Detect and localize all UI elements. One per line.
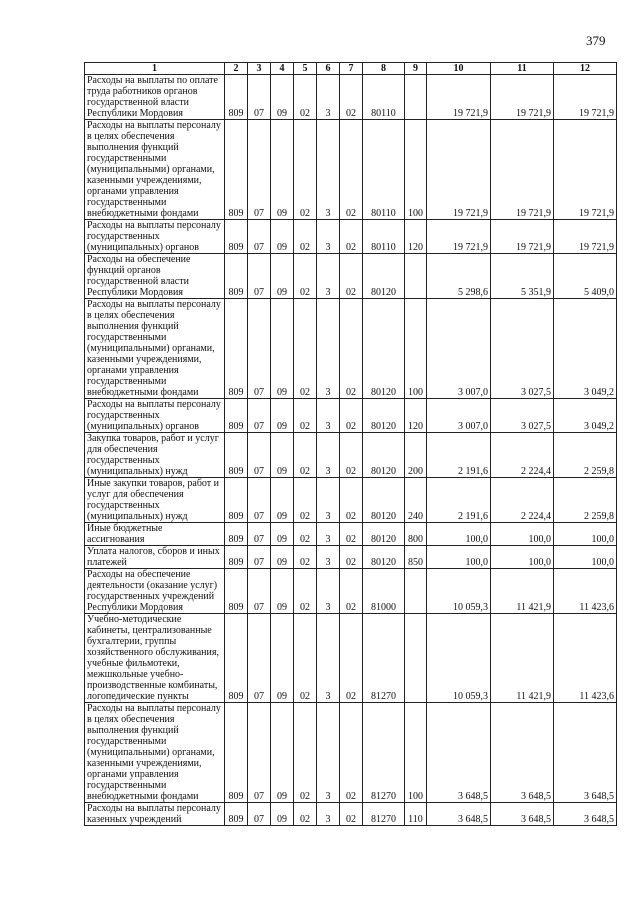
program-code: 02 <box>294 614 317 703</box>
amount-col-10: 19 721,9 <box>427 75 491 120</box>
table-row <box>85 75 617 120</box>
expense-name: Расходы на выплаты персоналу в целях обеспечения выполнения функций государственными (муниципальными) органами, казенными учреждениями, органами управления государственными внебюджетными фондами <box>85 299 225 399</box>
column-header: 10 <box>427 63 491 75</box>
table-row <box>85 220 617 254</box>
subsection-code: 09 <box>271 614 294 703</box>
program-code: 02 <box>294 523 317 546</box>
direction-code: 80120 <box>363 546 405 569</box>
column-header: 5 <box>294 63 317 75</box>
program-code: 02 <box>294 478 317 523</box>
expense-name: Расходы на выплаты персоналу в целях обеспечения выполнения функций государственными (муниципальными) органами, казенными учреждениями, органами управления государственными внебюджетными фондами <box>85 703 225 803</box>
program-code: 02 <box>294 75 317 120</box>
direction-code: 81000 <box>363 569 405 614</box>
subprogram-code: 3 <box>317 803 340 826</box>
expense-name: Иные закупки товаров, работ и услуг для обеспечения государственных (муниципальных) нужд <box>85 478 225 523</box>
section-code: 07 <box>248 546 271 569</box>
section-code: 07 <box>248 75 271 120</box>
expense-name: Расходы на выплаты персоналу государственных (муниципальных) органов <box>85 220 225 254</box>
program-code: 02 <box>294 569 317 614</box>
amount-col-12: 5 409,0 <box>554 254 617 299</box>
table-row <box>85 703 617 803</box>
direction-code: 80120 <box>363 299 405 399</box>
direction-code: 80110 <box>363 120 405 220</box>
expense-name: Расходы на выплаты персоналу государственных (муниципальных) органов <box>85 399 225 433</box>
column-header: 6 <box>317 63 340 75</box>
budget-table <box>84 62 617 826</box>
ministry-code: 809 <box>225 569 248 614</box>
event-code: 02 <box>340 569 363 614</box>
section-code: 07 <box>248 614 271 703</box>
amount-col-11: 3 027,5 <box>491 299 554 399</box>
subprogram-code: 3 <box>317 478 340 523</box>
amount-col-12: 100,0 <box>554 546 617 569</box>
expense-type-code: 100 <box>405 703 427 803</box>
section-code: 07 <box>248 120 271 220</box>
expense-name: Уплата налогов, сборов и иных платежей <box>85 546 225 569</box>
expense-name: Расходы на выплаты персоналу в целях обеспечения выполнения функций государственными (муниципальными) органами, казенными учреждениями, органами управления государственными внебюджетными фондами <box>85 120 225 220</box>
ministry-code: 809 <box>225 299 248 399</box>
amount-col-10: 3 007,0 <box>427 299 491 399</box>
section-code: 07 <box>248 399 271 433</box>
amount-col-12: 19 721,9 <box>554 75 617 120</box>
ministry-code: 809 <box>225 523 248 546</box>
section-code: 07 <box>248 703 271 803</box>
subsection-code: 09 <box>271 803 294 826</box>
event-code: 02 <box>340 614 363 703</box>
ministry-code: 809 <box>225 478 248 523</box>
amount-col-10: 2 191,6 <box>427 433 491 478</box>
program-code: 02 <box>294 703 317 803</box>
amount-col-12: 19 721,9 <box>554 220 617 254</box>
section-code: 07 <box>248 478 271 523</box>
amount-col-10: 19 721,9 <box>427 120 491 220</box>
amount-col-11: 2 224,4 <box>491 478 554 523</box>
amount-col-12: 3 049,2 <box>554 399 617 433</box>
section-code: 07 <box>248 569 271 614</box>
table-row <box>85 803 617 826</box>
amount-col-11: 11 421,9 <box>491 569 554 614</box>
column-header: 11 <box>491 63 554 75</box>
subprogram-code: 3 <box>317 546 340 569</box>
column-header: 12 <box>554 63 617 75</box>
subprogram-code: 3 <box>317 614 340 703</box>
expense-name: Закупка товаров, работ и услуг для обеспечения государственных (муниципальных) нужд <box>85 433 225 478</box>
program-code: 02 <box>294 120 317 220</box>
subsection-code: 09 <box>271 546 294 569</box>
ministry-code: 809 <box>225 614 248 703</box>
expense-name: Расходы на обеспечение деятельности (оказание услуг) государственных учреждений Республики Мордовия <box>85 569 225 614</box>
event-code: 02 <box>340 399 363 433</box>
subsection-code: 09 <box>271 75 294 120</box>
amount-col-11: 100,0 <box>491 523 554 546</box>
subprogram-code: 3 <box>317 254 340 299</box>
expense-name: Учебно-методические кабинеты, централизованные бухгалтерии, группы хозяйственного обслуживания, учебные фильмотеки, межшкольные учебно-производственные комбинаты, логопедические пункты <box>85 614 225 703</box>
program-code: 02 <box>294 433 317 478</box>
expense-name: Расходы на обеспечение функций органов государственной власти Республики Мордовия <box>85 254 225 299</box>
expense-type-code: 100 <box>405 299 427 399</box>
expense-type-code <box>405 75 427 120</box>
amount-col-10: 3 648,5 <box>427 803 491 826</box>
expense-type-code <box>405 254 427 299</box>
table-row <box>85 614 617 703</box>
header-row <box>85 63 617 75</box>
amount-col-10: 19 721,9 <box>427 220 491 254</box>
subsection-code: 09 <box>271 399 294 433</box>
column-header: 1 <box>85 63 225 75</box>
ministry-code: 809 <box>225 254 248 299</box>
table-row <box>85 523 617 546</box>
expense-name: Расходы на выплаты персоналу казенных учреждений <box>85 803 225 826</box>
subsection-code: 09 <box>271 478 294 523</box>
amount-col-12: 100,0 <box>554 523 617 546</box>
subsection-code: 09 <box>271 299 294 399</box>
event-code: 02 <box>340 478 363 523</box>
direction-code: 81270 <box>363 614 405 703</box>
amount-col-11: 2 224,4 <box>491 433 554 478</box>
event-code: 02 <box>340 220 363 254</box>
direction-code: 81270 <box>363 803 405 826</box>
subsection-code: 09 <box>271 433 294 478</box>
expense-type-code <box>405 614 427 703</box>
amount-col-12: 3 648,5 <box>554 803 617 826</box>
amount-col-12: 11 423,6 <box>554 569 617 614</box>
expense-type-code: 240 <box>405 478 427 523</box>
subprogram-code: 3 <box>317 703 340 803</box>
ministry-code: 809 <box>225 703 248 803</box>
subprogram-code: 3 <box>317 75 340 120</box>
expense-type-code: 110 <box>405 803 427 826</box>
amount-col-11: 3 648,5 <box>491 703 554 803</box>
column-header: 3 <box>248 63 271 75</box>
subprogram-code: 3 <box>317 220 340 254</box>
event-code: 02 <box>340 433 363 478</box>
amount-col-12: 3 648,5 <box>554 703 617 803</box>
event-code: 02 <box>340 546 363 569</box>
event-code: 02 <box>340 120 363 220</box>
ministry-code: 809 <box>225 220 248 254</box>
direction-code: 80110 <box>363 220 405 254</box>
amount-col-12: 19 721,9 <box>554 120 617 220</box>
amount-col-10: 10 059,3 <box>427 569 491 614</box>
table-row <box>85 546 617 569</box>
subprogram-code: 3 <box>317 523 340 546</box>
amount-col-10: 3 648,5 <box>427 703 491 803</box>
section-code: 07 <box>248 523 271 546</box>
section-code: 07 <box>248 433 271 478</box>
direction-code: 81270 <box>363 703 405 803</box>
direction-code: 80120 <box>363 399 405 433</box>
expense-type-code: 200 <box>405 433 427 478</box>
event-code: 02 <box>340 803 363 826</box>
ministry-code: 809 <box>225 546 248 569</box>
expense-name: Расходы на выплаты по оплате труда работников органов государственной власти Республики Мордовия <box>85 75 225 120</box>
subprogram-code: 3 <box>317 299 340 399</box>
subsection-code: 09 <box>271 569 294 614</box>
expense-type-code: 800 <box>405 523 427 546</box>
subsection-code: 09 <box>271 120 294 220</box>
amount-col-11: 3 648,5 <box>491 803 554 826</box>
table-row <box>85 399 617 433</box>
amount-col-12: 11 423,6 <box>554 614 617 703</box>
table-row <box>85 299 617 399</box>
subprogram-code: 3 <box>317 569 340 614</box>
section-code: 07 <box>248 299 271 399</box>
amount-col-12: 3 049,2 <box>554 299 617 399</box>
event-code: 02 <box>340 75 363 120</box>
amount-col-11: 11 421,9 <box>491 614 554 703</box>
amount-col-11: 3 027,5 <box>491 399 554 433</box>
ministry-code: 809 <box>225 803 248 826</box>
expense-type-code: 850 <box>405 546 427 569</box>
subprogram-code: 3 <box>317 399 340 433</box>
amount-col-12: 2 259,8 <box>554 433 617 478</box>
page-number: 379 <box>586 33 606 48</box>
subsection-code: 09 <box>271 703 294 803</box>
direction-code: 80120 <box>363 254 405 299</box>
amount-col-11: 100,0 <box>491 546 554 569</box>
section-code: 07 <box>248 803 271 826</box>
amount-col-11: 19 721,9 <box>491 120 554 220</box>
amount-col-12: 2 259,8 <box>554 478 617 523</box>
event-code: 02 <box>340 703 363 803</box>
direction-code: 80120 <box>363 433 405 478</box>
amount-col-10: 2 191,6 <box>427 478 491 523</box>
column-header: 9 <box>405 63 427 75</box>
amount-col-10: 3 007,0 <box>427 399 491 433</box>
column-header: 4 <box>271 63 294 75</box>
program-code: 02 <box>294 803 317 826</box>
ministry-code: 809 <box>225 399 248 433</box>
table-row <box>85 569 617 614</box>
direction-code: 80120 <box>363 523 405 546</box>
expense-type-code: 100 <box>405 120 427 220</box>
subprogram-code: 3 <box>317 433 340 478</box>
subprogram-code: 3 <box>317 120 340 220</box>
expense-type-code: 120 <box>405 399 427 433</box>
section-code: 07 <box>248 254 271 299</box>
direction-code: 80110 <box>363 75 405 120</box>
column-header: 7 <box>340 63 363 75</box>
event-code: 02 <box>340 254 363 299</box>
ministry-code: 809 <box>225 75 248 120</box>
event-code: 02 <box>340 299 363 399</box>
amount-col-10: 100,0 <box>427 546 491 569</box>
amount-col-10: 5 298,6 <box>427 254 491 299</box>
section-code: 07 <box>248 220 271 254</box>
amount-col-11: 19 721,9 <box>491 75 554 120</box>
expense-type-code <box>405 569 427 614</box>
column-header: 2 <box>225 63 248 75</box>
ministry-code: 809 <box>225 120 248 220</box>
program-code: 02 <box>294 546 317 569</box>
amount-col-10: 100,0 <box>427 523 491 546</box>
table-row <box>85 478 617 523</box>
program-code: 02 <box>294 399 317 433</box>
event-code: 02 <box>340 523 363 546</box>
subsection-code: 09 <box>271 523 294 546</box>
table-row <box>85 433 617 478</box>
program-code: 02 <box>294 299 317 399</box>
program-code: 02 <box>294 254 317 299</box>
table-row <box>85 120 617 220</box>
direction-code: 80120 <box>363 478 405 523</box>
table-row <box>85 254 617 299</box>
program-code: 02 <box>294 220 317 254</box>
amount-col-11: 19 721,9 <box>491 220 554 254</box>
expense-type-code: 120 <box>405 220 427 254</box>
ministry-code: 809 <box>225 433 248 478</box>
subsection-code: 09 <box>271 254 294 299</box>
column-header: 8 <box>363 63 405 75</box>
expense-name: Иные бюджетные ассигнования <box>85 523 225 546</box>
amount-col-11: 5 351,9 <box>491 254 554 299</box>
amount-col-10: 10 059,3 <box>427 614 491 703</box>
subsection-code: 09 <box>271 220 294 254</box>
